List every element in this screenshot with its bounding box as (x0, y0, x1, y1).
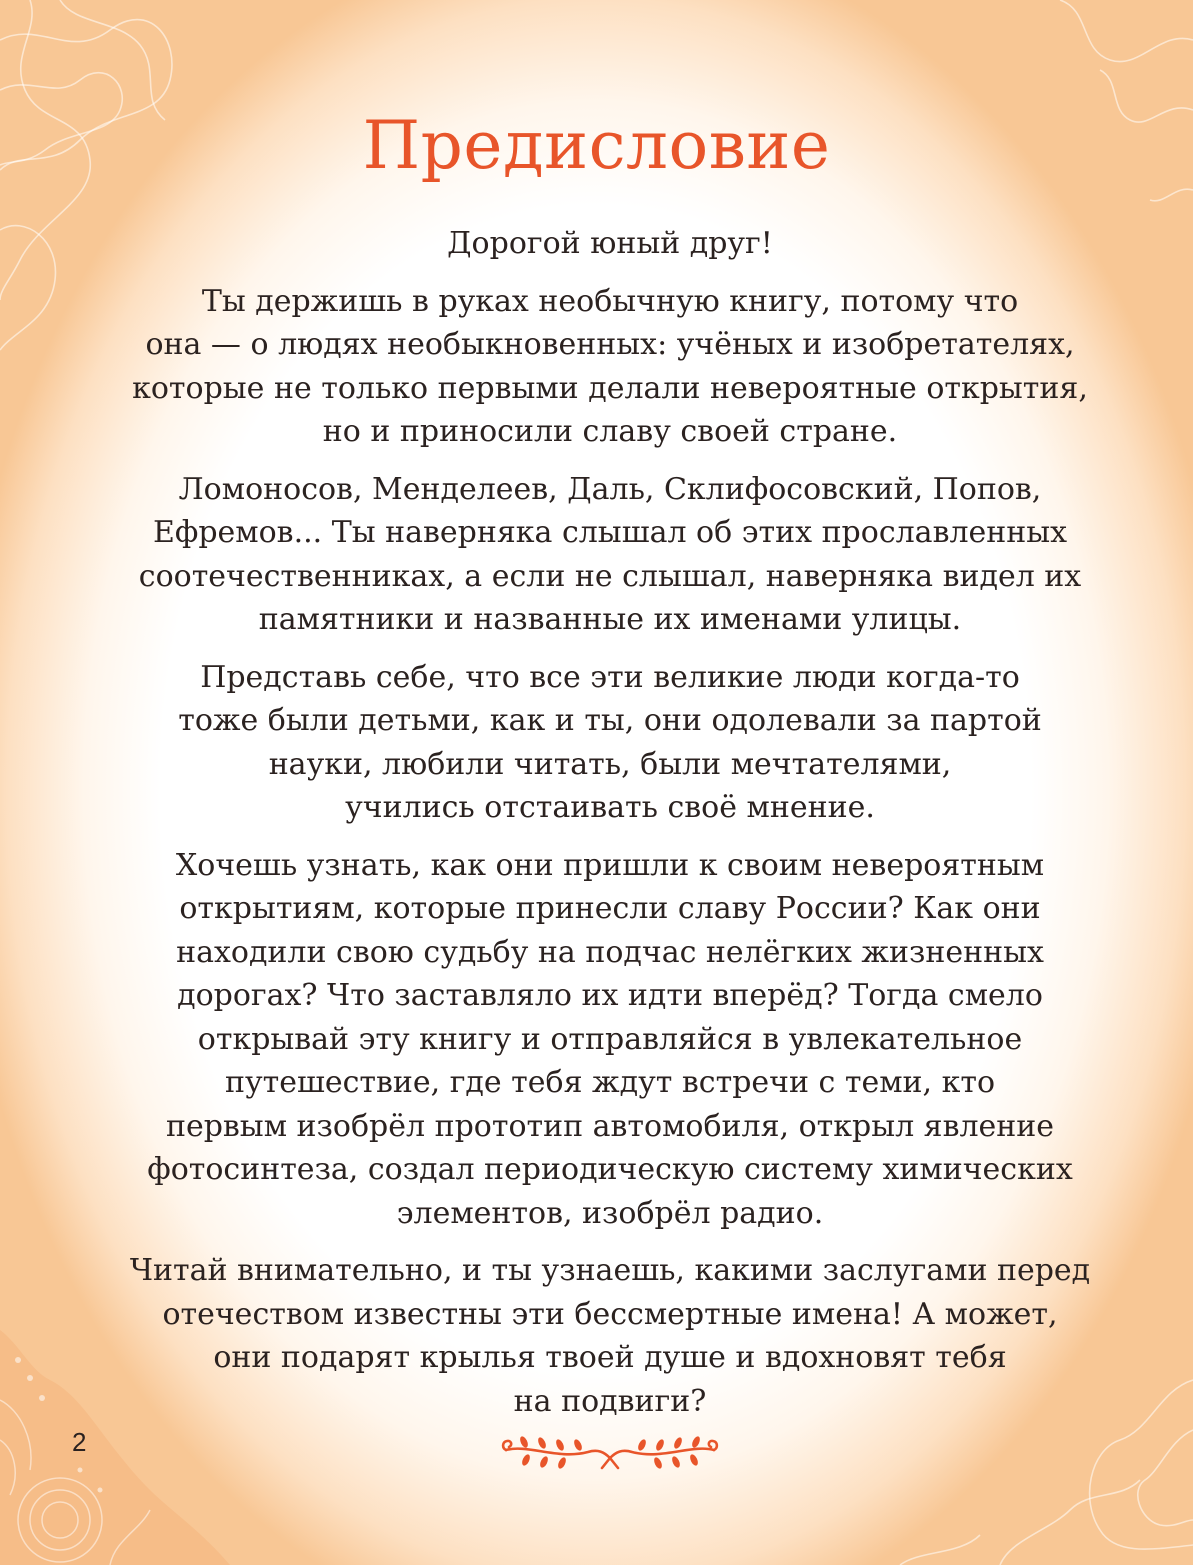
text-line: открывай эту книгу и отправляйся в увлекательное (197, 1021, 1023, 1057)
text-line: Ломоносов, Менделеев, Даль, Склифосовский, Попов, (178, 471, 1042, 507)
paragraph (110, 844, 1110, 1236)
text-line: первым изобрёл прототип автомобиля, открыл явление (165, 1108, 1055, 1144)
text-line: фотосинтеза, создал периодическую систему химических (147, 1152, 1073, 1187)
text-line: отечеством известны эти бессмертные имена! А может, (162, 1296, 1058, 1332)
page-number: 2 (72, 1427, 87, 1457)
text-line: путешествие, где тебя ждут встречи с теми, кто (224, 1065, 996, 1100)
text-line: Ты держишь в руках необычную книгу, потому что (201, 283, 1019, 319)
text-line: элементов, изобрёл радио. (396, 1195, 824, 1231)
text-line: тоже были детьми, как и ты, они одолевали за партой (178, 703, 1042, 738)
text-line: Ефремов... Ты наверняка слышал об этих прославленных (152, 515, 1068, 550)
text-line: Читай внимательно, и ты узнаешь, какими заслугами перед (129, 1253, 1091, 1288)
text-line: Представь себе, что все эти великие люди когда-то (200, 659, 1020, 695)
paragraph (110, 468, 1110, 642)
laurel-branch-divider-icon (498, 1430, 722, 1476)
preface-body (110, 222, 1110, 1437)
text-line: находили свою судьбу на подчас нелёгких жизненных (176, 934, 1044, 970)
text-line: Дорогой юный друг! (447, 226, 773, 261)
text-line: памятники и названные их именами улицы. (258, 602, 962, 637)
text-line: науки, любили читать, были мечтателями, (268, 746, 952, 782)
paragraph (110, 1249, 1110, 1423)
greeting-paragraph (110, 222, 1110, 266)
text-line: которые не только первыми делали невероятные открытия, (132, 370, 1088, 406)
text-line: они подарят крылья твоей душе и вдохновят тебя (213, 1340, 1007, 1375)
text-line: соотечественниках, а если не слышал, наверняка видел их (138, 558, 1082, 594)
text-line: она — о людях необыкновенных: учёных и изобретателях, (145, 327, 1075, 362)
text-line: дорогах? Что заставляло их идти вперёд? Тогда смело (177, 978, 1043, 1013)
paragraph (110, 280, 1110, 454)
paragraph (110, 656, 1110, 830)
text-line: учились отстаивать своё мнение. (345, 790, 875, 825)
text-line: но и приносили славу своей стране. (322, 414, 898, 449)
text-line: на подвиги? (513, 1383, 707, 1419)
text-line: открытиям, которые принесли славу России? Как они (179, 891, 1041, 926)
text-line: Хочешь узнать, как они пришли к своим невероятным (175, 847, 1045, 883)
page-title: Предисловие (362, 107, 831, 184)
